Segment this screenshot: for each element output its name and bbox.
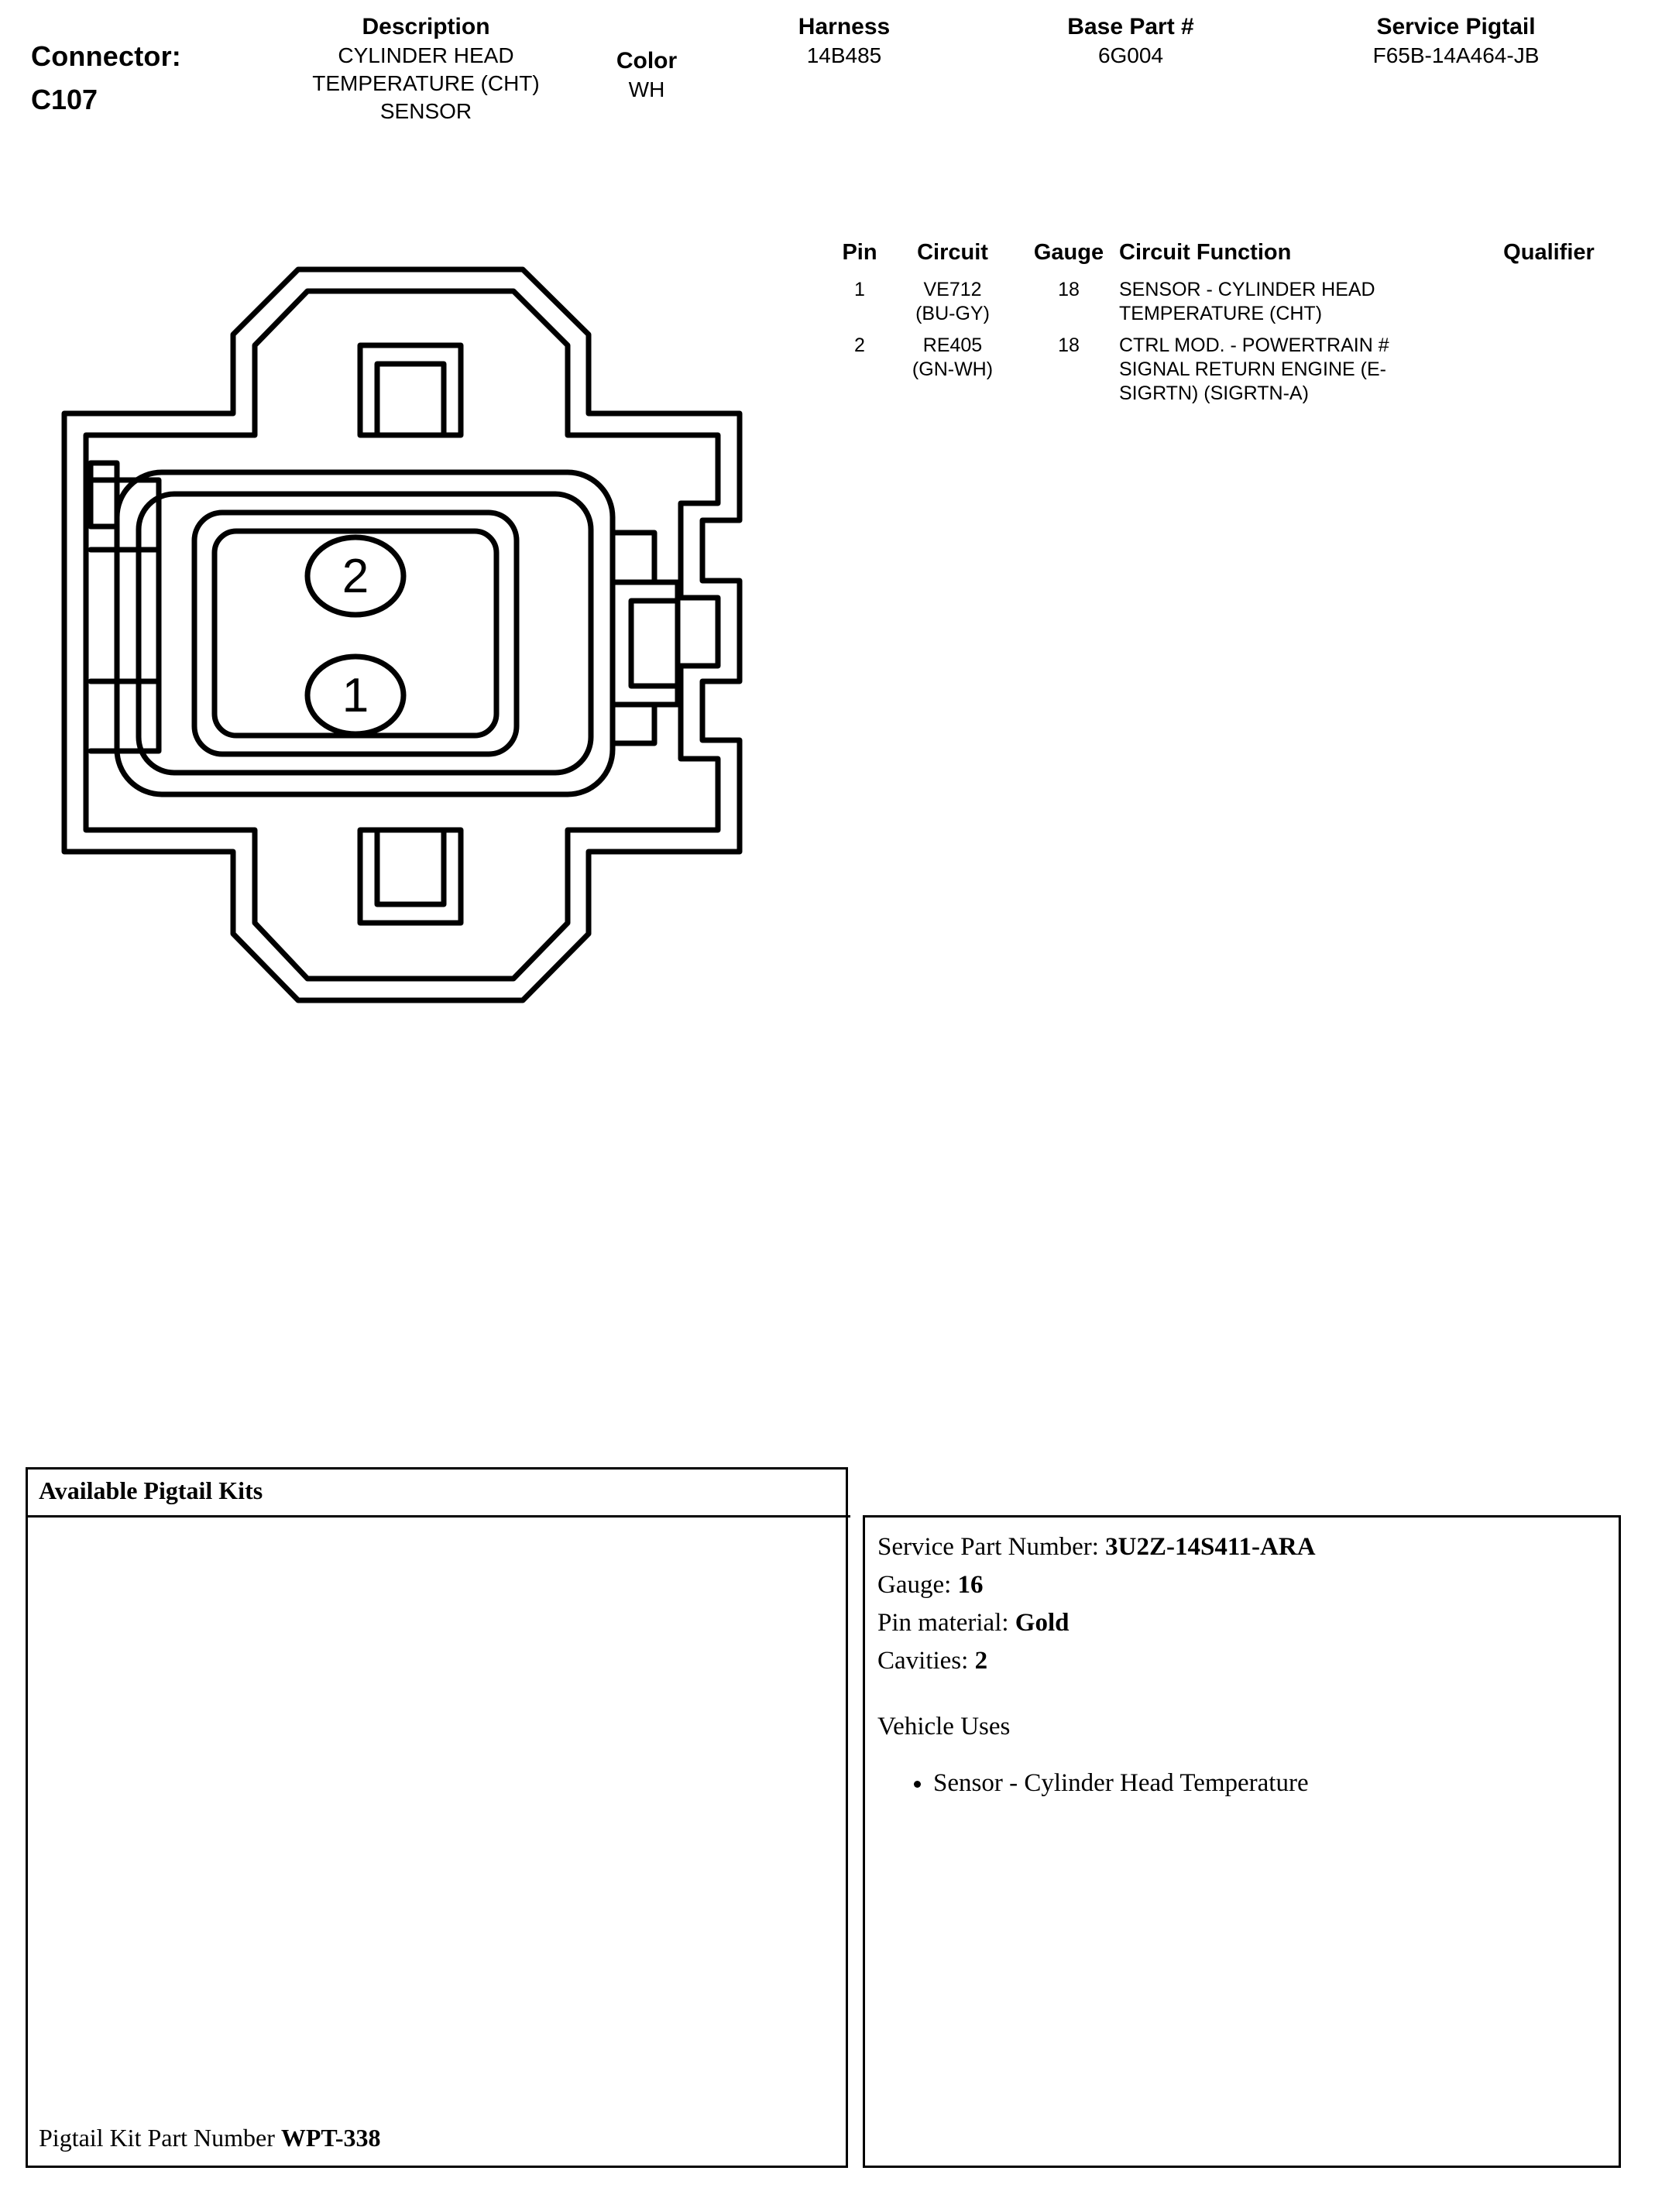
base-part-title: Base Part # <box>1067 14 1194 39</box>
circuit-code: RE405 <box>922 334 983 356</box>
available-pigtail-kits-panel <box>26 1467 848 2168</box>
circuit-color: (GN-WH) <box>912 358 994 380</box>
pigtail-kits-section <box>26 1467 1621 2187</box>
available-pigtail-kits-title: Available Pigtail Kits <box>28 1470 850 1518</box>
cavities-row <box>877 1642 1619 1680</box>
service-part-number-value: 3U2Z-14S411-ARA <box>1105 1533 1316 1561</box>
bottom-locking-tab-inner <box>377 830 444 904</box>
header-column-harness <box>743 12 945 70</box>
connector-label: Connector: <box>31 40 181 72</box>
connector-outer-shell-inner-line <box>86 291 718 979</box>
right-lower-step <box>613 705 654 743</box>
header-column-service-pigtail <box>1317 12 1595 70</box>
vehicle-uses-title: Vehicle Uses <box>877 1713 1011 1740</box>
pigtail-kit-details-panel <box>863 1515 1621 2168</box>
pin-table-header-pin: Pin <box>842 240 877 265</box>
harness-title: Harness <box>798 14 891 39</box>
pin-circuit <box>887 332 1018 412</box>
left-rail-upper <box>91 463 117 526</box>
gauge-label: Gauge: <box>877 1571 952 1599</box>
service-part-number-label: Service Part Number: <box>877 1533 1099 1561</box>
pin-table <box>833 240 1638 412</box>
pin-qualifier <box>1460 332 1638 412</box>
pigtail-kit-part-number-row <box>28 2113 850 2166</box>
connector-outer-shell <box>64 269 740 1000</box>
circuit-color: (BU-GY) <box>915 303 990 324</box>
pin-material-row <box>877 1604 1619 1642</box>
service-part-number-row <box>877 1528 1619 1566</box>
connector-header <box>0 0 1655 178</box>
connector-face-outer <box>117 472 613 794</box>
pin-function: CTRL MOD. - POWERTRAIN # SIGNAL RETURN ENGINE (E-SIGRTN) (SIGRTN-A) <box>1119 334 1389 404</box>
pin-gauge: 18 <box>1058 334 1080 356</box>
pin-number: 1 <box>854 279 865 300</box>
harness-value: 14B485 <box>806 43 882 67</box>
service-pigtail-title: Service Pigtail <box>1376 14 1536 39</box>
base-part-value: 6G004 <box>1097 43 1164 67</box>
pin-qualifier <box>1460 276 1638 332</box>
header-column-description <box>294 12 558 125</box>
table-row <box>833 332 1638 412</box>
pin-table-header-function: Circuit Function <box>1119 240 1292 265</box>
description-title: Description <box>362 14 490 39</box>
pin-gauge: 18 <box>1058 279 1080 300</box>
pin-table-header-qualifier: Qualifier <box>1503 240 1595 265</box>
pin-material-label: Pin material: <box>877 1609 1009 1637</box>
color-title: Color <box>616 48 678 74</box>
cavity-label-2: 2 <box>342 550 369 603</box>
cavity-label-1: 1 <box>342 669 369 722</box>
left-notch-lower <box>91 681 159 751</box>
service-pigtail-value: F65B-14A464-JB <box>1372 43 1540 67</box>
cavities-value: 2 <box>974 1647 988 1675</box>
pin-circuit <box>887 276 1018 332</box>
pin-material-value: Gold <box>1015 1609 1070 1637</box>
cavities-label: Cavities: <box>877 1647 969 1675</box>
vehicle-uses-list <box>877 1766 1619 1800</box>
pin-table-header-row <box>833 240 1638 276</box>
pin-table-header-gauge: Gauge <box>1033 240 1104 265</box>
table-row <box>833 276 1638 332</box>
connector-id: C107 <box>31 84 98 115</box>
description-value: CYLINDER HEAD TEMPERATURE (CHT) SENSOR <box>312 43 540 123</box>
top-locking-tab-inner <box>377 364 444 435</box>
right-latch-tongue-inner <box>631 601 678 686</box>
header-column-color <box>589 46 705 104</box>
color-value: WH <box>628 77 665 101</box>
gauge-row <box>877 1566 1619 1604</box>
pin-table-header-circuit: Circuit <box>917 240 988 265</box>
gauge-value: 16 <box>957 1571 984 1599</box>
pin-function: SENSOR - CYLINDER HEAD TEMPERATURE (CHT) <box>1119 279 1375 324</box>
list-item: • Sensor - Cylinder Head Temperature <box>933 1766 1619 1800</box>
circuit-code: VE712 <box>923 279 982 300</box>
pigtail-kit-part-number-label: Pigtail Kit Part Number <box>39 2124 275 2152</box>
header-column-base-part <box>1022 12 1239 70</box>
right-upper-step <box>613 533 654 582</box>
pigtail-kit-part-number-value: WPT-338 <box>280 2124 381 2152</box>
pin-number: 2 <box>854 334 865 356</box>
connector-diagram <box>43 248 825 1254</box>
